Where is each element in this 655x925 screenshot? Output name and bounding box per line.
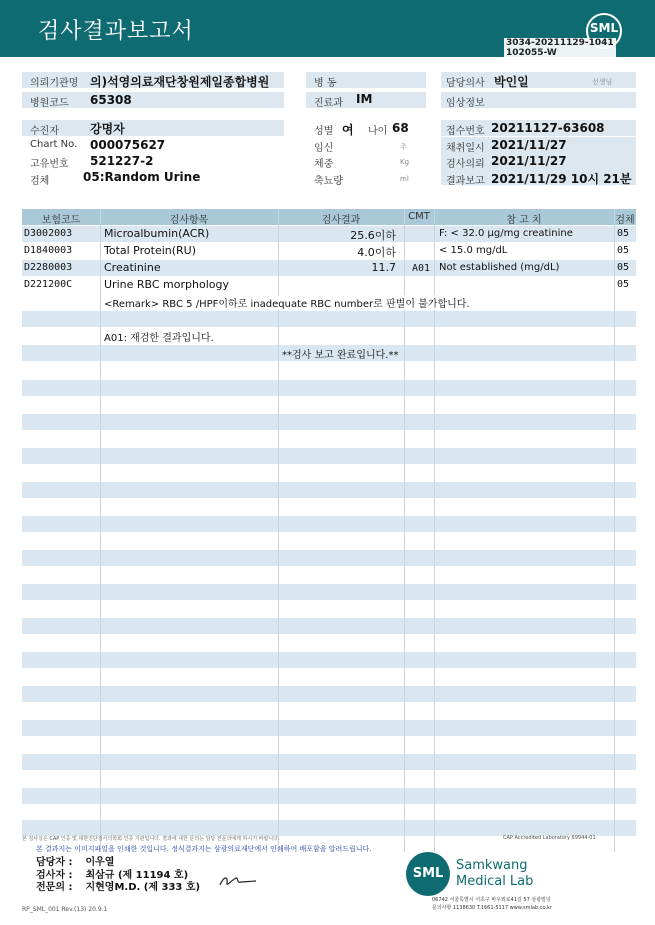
table-row-code: D2280003 — [24, 262, 73, 273]
th-result: 검사결과 — [321, 215, 361, 226]
specimen-value: 05:Random Urine — [83, 170, 201, 184]
table-row-cmt: A01 — [412, 263, 431, 274]
doctor-label: 담당의사 — [446, 78, 485, 89]
table-row-code: D221200C — [24, 279, 73, 290]
examiner-value: 최삼규 (제 11194 호) — [85, 870, 189, 881]
table-row-item: Creatinine — [104, 261, 161, 274]
urine-label: 축뇨량 — [314, 176, 343, 187]
sml-logo-text: SML — [589, 21, 619, 35]
table-row-specimen: 05 — [617, 262, 630, 273]
table-row-ref: Not established (mg/dL) — [439, 262, 560, 273]
th-ref: 참 고 치 — [506, 215, 542, 226]
th-specimen: 검체 — [615, 215, 635, 226]
table-row-specimen: 05 — [617, 279, 630, 290]
lab-address: 06742 서울특별시 서초구 바우뫼로41길 57 삼광빌딩 — [432, 897, 551, 903]
th-code: 보험코드 — [41, 215, 81, 226]
table-row-specimen: 05 — [617, 228, 630, 239]
table-stripe — [22, 482, 636, 498]
doctor-value: 박인일 — [494, 75, 529, 89]
report-id-line1: 3034-20211129-1041 — [506, 38, 614, 48]
table-row-result: 11.7 — [371, 261, 396, 274]
table-row-result: 25.6이하 — [350, 229, 396, 242]
dept-label: 진료과 — [314, 98, 343, 109]
person-label: 담당자 : — [36, 857, 73, 868]
samkwang-logo-text: SML — [412, 866, 444, 881]
brand-line2: Medical Lab — [456, 874, 534, 889]
th-cmt: CMT — [408, 211, 430, 222]
table-stripe — [22, 788, 636, 804]
cap-accreditation: CAP Accredited Laboratory 69944-01 — [503, 835, 596, 841]
table-stripe — [22, 516, 636, 532]
table-row-specimen: 05 — [617, 245, 630, 256]
table-row-item: Microalbumin(ACR) — [104, 227, 210, 240]
weight-unit: Kg — [400, 158, 410, 166]
col-divider — [100, 209, 101, 852]
table-stripe — [22, 754, 636, 770]
chart-no-label: Chart No. — [30, 139, 78, 150]
collect-label: 채취일시 — [446, 143, 485, 154]
collect-value: 2021/11/27 — [491, 138, 567, 152]
hospital-code-label: 병원코드 — [30, 98, 69, 109]
table-stripe — [22, 414, 636, 430]
report-complete-text: **검사 보고 완료입니다.** — [282, 350, 399, 361]
lab-contact: 문의사항 1138630 T.1661-5117 www.smlab.co.kr — [432, 905, 553, 911]
examiner-label: 검사자 : — [36, 870, 73, 881]
institution-value: 의)석영의료재단창원제일종합병원 — [90, 75, 270, 89]
table-stripe — [22, 618, 636, 634]
request-value: 2021/11/27 — [491, 154, 567, 168]
table-stripe — [22, 448, 636, 464]
specialist-value: 지현영M.D. (제 333 호) — [85, 882, 201, 893]
signature-icon — [218, 872, 258, 888]
ward-label: 병 동 — [314, 78, 337, 89]
examinee-label: 수진자 — [30, 126, 59, 137]
report-id — [504, 38, 616, 58]
report-title: 검사결과보고서 — [38, 19, 194, 44]
table-row-item: Urine RBC morphology — [104, 278, 229, 291]
table-row-item: Total Protein(RU) — [104, 244, 197, 257]
request-label: 검사의뢰 — [446, 159, 485, 170]
dept-value: IM — [356, 92, 373, 106]
samkwang-brand — [456, 858, 533, 890]
specialist-label: 전문의 : — [36, 882, 73, 893]
table-row-ref: F: < 32.0 μg/mg creatinine — [439, 228, 573, 239]
age-label: 나이 — [368, 126, 388, 137]
brand-line1: Samkwang — [456, 858, 528, 873]
band-examinee — [22, 120, 284, 136]
receipt-label: 접수번호 — [446, 126, 485, 137]
weight-label: 체중 — [314, 159, 334, 170]
comment-a01: A01: 재검한 결과입니다. — [104, 333, 214, 344]
report-date-label: 결과보고 — [446, 176, 485, 187]
table-stripe — [22, 550, 636, 566]
urine-unit: ml — [400, 175, 409, 183]
examinee-value: 강명자 — [90, 122, 125, 136]
institution-label: 의뢰기관명 — [30, 78, 79, 89]
th-item: 검사항목 — [169, 215, 209, 226]
table-stripe — [22, 380, 636, 396]
image-notice: 본 결과지는 이미지파일을 인쇄한 것입니다. 정식결과지는 삼광의료재단에서 인쇄하여 배포함을 알려드립니다. — [36, 845, 372, 853]
table-stripe — [22, 652, 636, 668]
unique-no-label: 고유번호 — [30, 159, 69, 170]
col-divider — [614, 209, 615, 852]
table-row-code: D1840003 — [24, 245, 73, 256]
person-value: 이우열 — [85, 857, 115, 868]
table-row-result: 4.0이하 — [357, 246, 396, 259]
chart-no-value: 000075627 — [90, 138, 166, 152]
sex-label: 성별 — [314, 126, 334, 137]
pregnancy-unit: 주 — [400, 143, 407, 151]
hospital-code-value: 65308 — [90, 93, 132, 107]
table-row-ref: < 15.0 mg/dL — [439, 245, 508, 256]
receipt-value: 20211127-63608 — [491, 121, 605, 135]
table-stripe — [22, 720, 636, 736]
fine-print: 본 검사실은 CAP 인증 및 대한진단검사의학회 인증 기관입니다. 결과에 대한 문의는 담당 전문의에게 하시기 바랍니다. — [22, 836, 280, 842]
sex-value: 여 — [342, 123, 354, 137]
table-stripe — [22, 311, 636, 327]
clinical-label: 임상정보 — [446, 98, 485, 109]
table-row-code: D3002003 — [24, 228, 73, 239]
pregnancy-label: 임신 — [314, 143, 334, 154]
doctor-suffix: 선생님 — [592, 78, 613, 86]
remark-text: <Remark> RBC 5 /HPF이하로 inadequate RBC number로 판별이 불가합니다. — [104, 295, 470, 310]
age-value: 68 — [392, 121, 409, 135]
table-stripe — [22, 686, 636, 702]
specimen-label: 검체 — [30, 176, 50, 187]
report-date-value: 2021/11/29 10시 21분 — [491, 172, 632, 186]
unique-no-value: 521227-2 — [90, 154, 154, 168]
form-code: RP_SML_001 Rev.(13) 20.9.1 — [22, 906, 108, 913]
table-stripe — [22, 584, 636, 600]
results-table-header — [22, 209, 636, 225]
specialist-row — [36, 878, 200, 893]
report-id-line2: 102055-W — [506, 48, 557, 58]
table-stripe — [22, 820, 636, 836]
